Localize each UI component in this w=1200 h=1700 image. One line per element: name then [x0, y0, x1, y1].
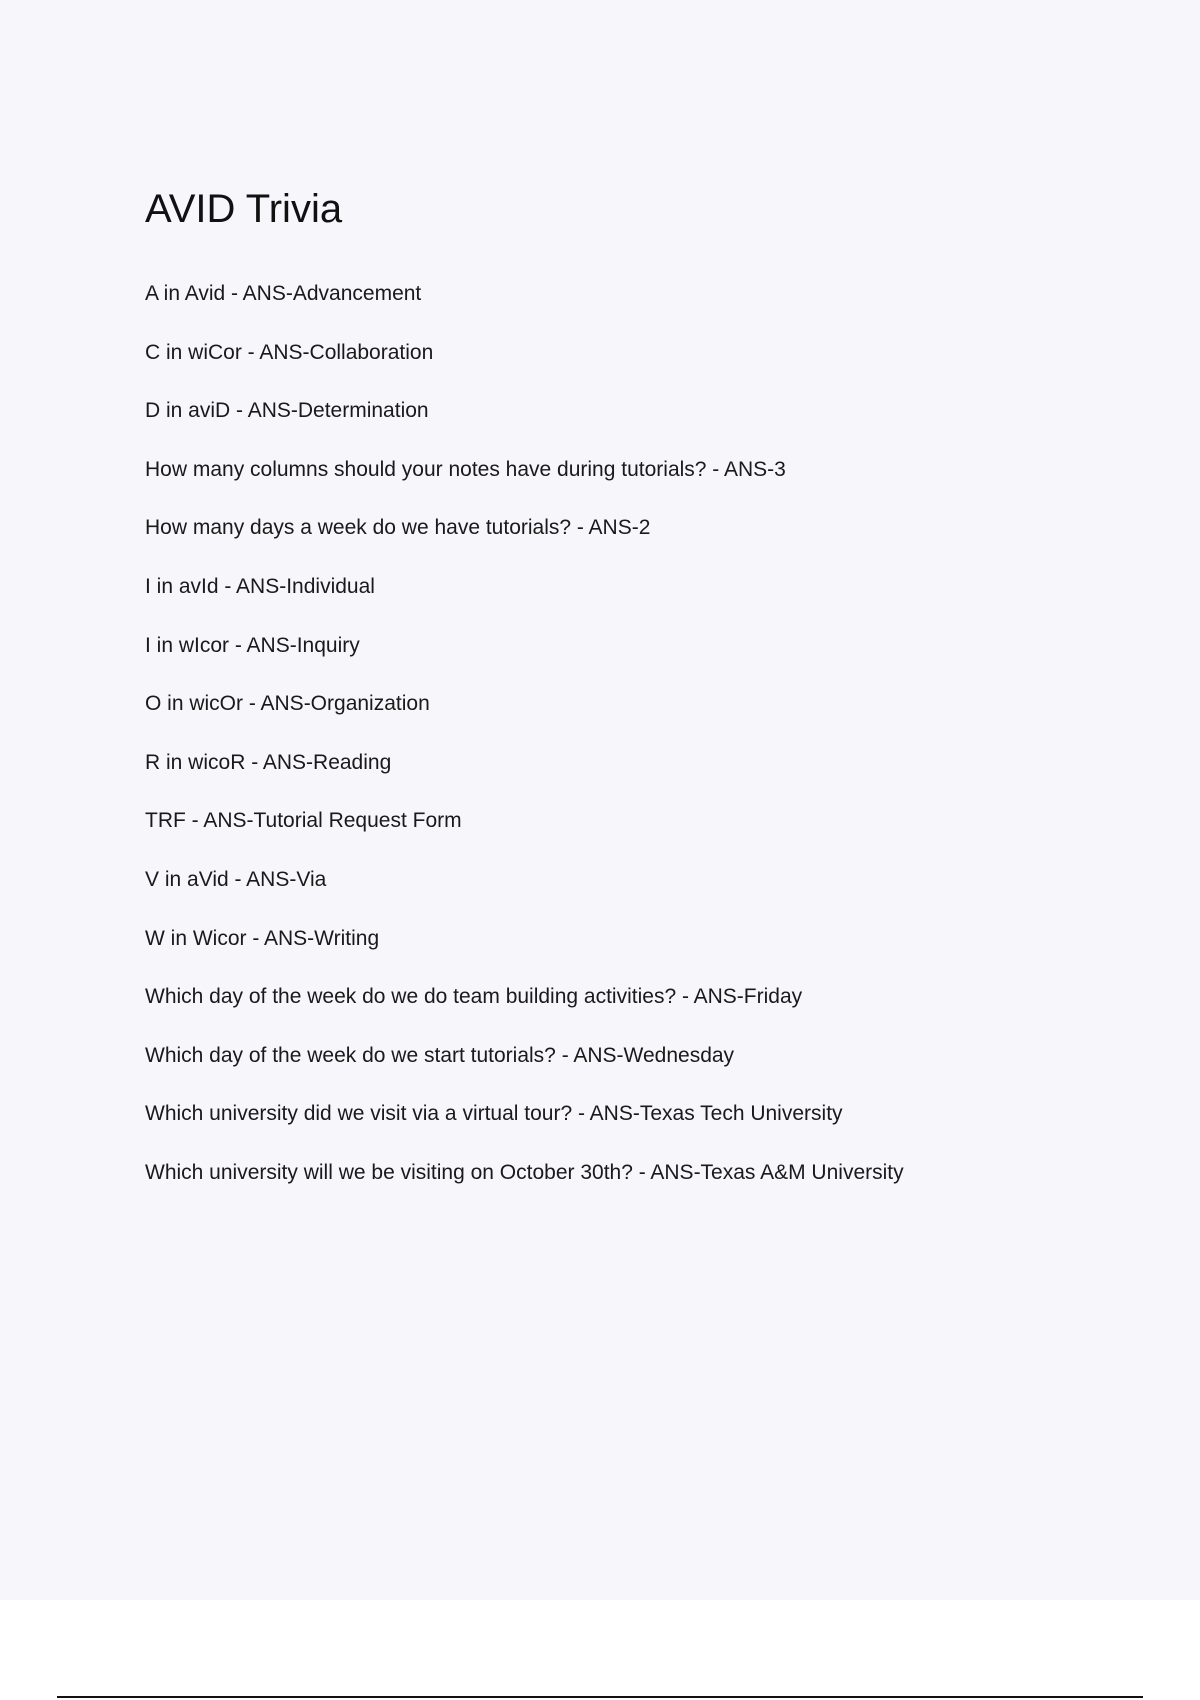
trivia-item: W in Wicor - ANS-Writing	[145, 926, 380, 950]
footer-divider	[57, 1696, 1143, 1698]
trivia-item: How many columns should your notes have during tutorials? - ANS-3	[145, 457, 786, 481]
document-title: AVID Trivia	[145, 187, 343, 231]
trivia-list	[145, 279, 904, 1217]
trivia-item: O in wicOr - ANS-Organization	[145, 692, 430, 716]
trivia-item: Which university will we be visiting on October 30th? - ANS-Texas A&M University	[145, 1160, 904, 1184]
trivia-item: Which day of the week do we start tutorials? - ANS-Wednesday	[145, 1043, 735, 1067]
trivia-item: I in avId - ANS-Individual	[145, 574, 375, 598]
trivia-item: Which university did we visit via a virtual tour? - ANS-Texas Tech University	[145, 1102, 843, 1126]
trivia-item: V in aVid - ANS-Via	[145, 867, 327, 891]
trivia-item: A in Avid - ANS-Advancement	[145, 282, 422, 305]
trivia-item: I in wIcor - ANS-Inquiry	[145, 633, 360, 657]
trivia-item: R in wicoR - ANS-Reading	[145, 750, 392, 774]
trivia-item: D in aviD - ANS-Determination	[145, 399, 429, 423]
trivia-item: TRF - ANS-Tutorial Request Form	[145, 809, 462, 833]
trivia-item: C in wiCor - ANS-Collaboration	[145, 340, 434, 364]
trivia-item: Which day of the week do we do team building activities? - ANS-Friday	[145, 985, 803, 1009]
trivia-item: How many days a week do we have tutorials? - ANS-2	[145, 516, 651, 540]
